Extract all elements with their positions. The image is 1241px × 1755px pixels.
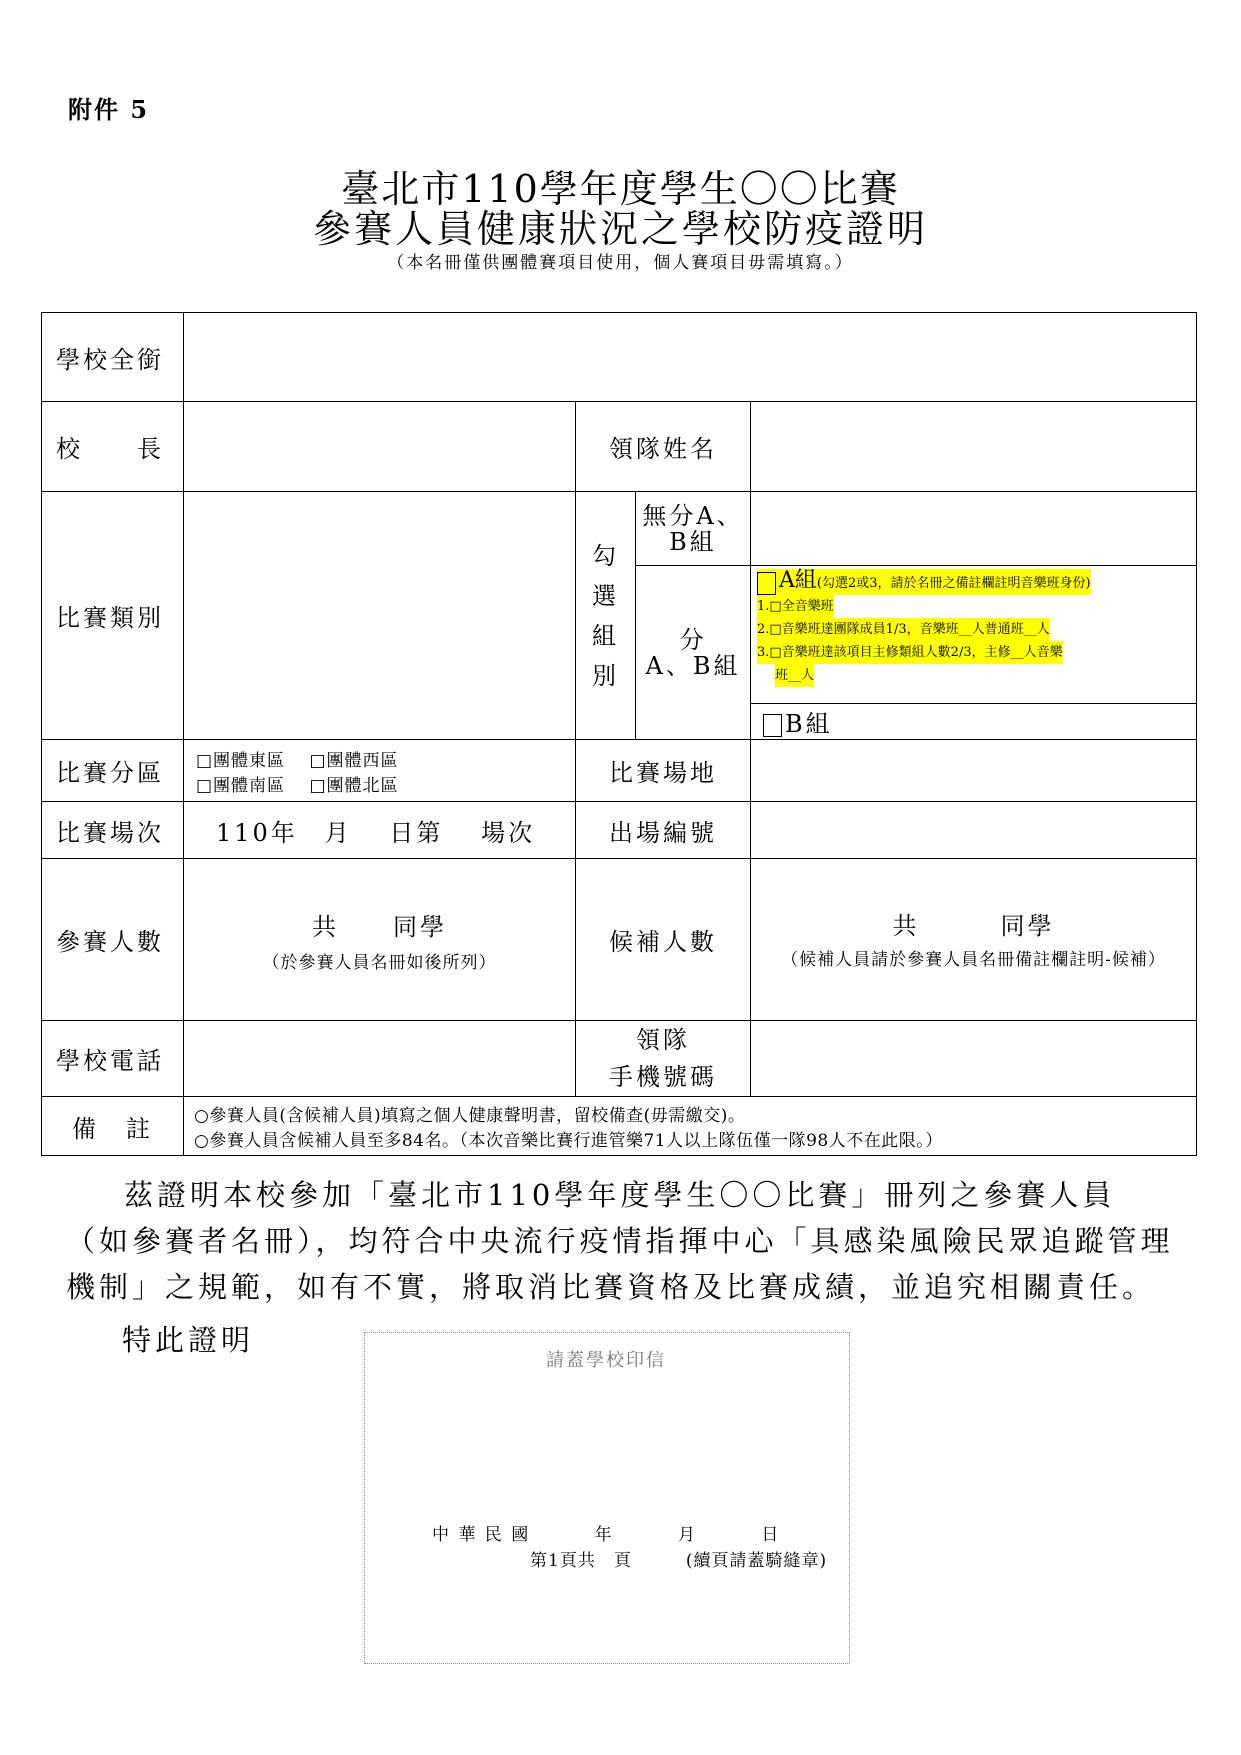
a-group-item-1[interactable]: 1.□全音樂班 [757,595,834,618]
b-group-label: B組 [785,710,833,738]
remarks-cell [184,1097,1197,1156]
group-select-char: 別 [592,661,619,690]
no-split-field[interactable] [751,492,1197,566]
date-line: 中 華 民 國 年 月 日 [432,1525,781,1545]
venue-field[interactable] [751,740,1197,802]
group-select-char: 勾 [592,541,619,570]
principal-label: 校 長 [42,402,184,492]
page-line: 第1頁共 頁 (續頁請蓋騎縫章) [530,1551,828,1571]
entry-no-label: 出場編號 [576,802,751,859]
participants-label: 參賽人數 [42,859,184,1021]
a-group-item-2[interactable]: 2.□音樂班達團隊成員1/3，音樂班__人普通班__人 [757,618,1050,641]
zone-options [184,740,576,802]
statement-paragraph: 茲證明本校參加「臺北市110學年度學生〇〇比賽」冊列之參賽人員（如參賽者名冊），均符合中央流行疫情指揮中心「具感染風險民眾追蹤管理機制」之規範，如有不實，將取消比賽資格及比賽成績，並追究相關責任。 [66,1178,1174,1304]
leader-phone-field[interactable] [751,1021,1197,1097]
zone-options-row-1[interactable]: □團體東區 □團體西區 [196,750,399,771]
leader-phone-label-line: 領隊 [636,1025,690,1054]
phone-label: 學校電話 [42,1021,184,1097]
a-group-item-3-cont: 班__人 [775,664,814,687]
split-line: A、B組 [645,651,741,680]
zone-label: 比賽分區 [42,740,184,802]
substitutes-value[interactable]: 共 同學 [892,912,1055,940]
title-line-2: 參賽人員健康狀況之學校防疫證明 [312,207,928,251]
session-value[interactable]: 110年 月 日第 場次 [184,802,576,859]
attachment-label: 附件 5 [68,95,150,124]
a-group-checkbox[interactable] [757,572,776,595]
participants-note: （於參賽人員名冊如後所列） [262,952,497,973]
group-select-char: 組 [592,621,619,650]
remarks-line-2: ○參賽人員含候補人員至多84名。（本次音樂比賽行進管樂71人以上隊伍僅一隊98人不在此限。） [194,1131,943,1151]
zone-options-row-2[interactable]: □團體南區 □團體北區 [196,775,399,796]
split-option [636,566,751,740]
group-select-label [576,492,636,740]
no-split-option [636,492,751,566]
certify-text: 特此證明 [122,1323,255,1357]
substitutes-label: 候補人數 [576,859,751,1021]
participants-cell [184,859,576,1021]
venue-label: 比賽場地 [576,740,751,802]
category-field[interactable] [184,492,576,740]
phone-field[interactable] [184,1021,576,1097]
a-group-note: (勾選2或3，請於名冊之備註欄註明音樂班身份) [816,576,1091,591]
entry-no-field[interactable] [751,802,1197,859]
b-group-cell [751,704,1197,740]
a-group-item-3[interactable]: 3.□音樂班達該項目主修類組人數2/3，主修__人音樂 [757,641,1063,664]
category-label: 比賽類別 [42,492,184,740]
group-select-char: 選 [592,581,619,610]
substitutes-cell [751,859,1197,1021]
b-group-checkbox[interactable] [763,714,782,737]
school-name-label: 學校全銜 [42,313,184,402]
no-split-line: 無分A、 [642,501,744,530]
leader-name-field[interactable] [751,402,1197,492]
stamp-label: 請蓋學校印信 [546,1350,666,1371]
remarks-line-1: ○參賽人員(含候補人員)填寫之個人健康聲明書，留校備查(毋需繳交)。 [194,1106,746,1126]
health-certificate-form [41,312,1197,1156]
substitutes-note: （候補人員請於參賽人員名冊備註欄註明-候補） [781,950,1166,970]
session-label: 比賽場次 [42,802,184,859]
leader-name-label: 領隊姓名 [576,402,751,492]
stamp-box[interactable] [364,1332,850,1664]
usage-note: （本名冊僅供團體賽項目使用，個人賽項目毋需填寫。） [387,253,854,273]
title-line-1: 臺北市110學年度學生〇〇比賽 [341,167,900,211]
split-line: 分 [679,625,707,654]
participants-value[interactable]: 共 同學 [312,912,447,941]
leader-phone-label [576,1021,751,1097]
a-group-title: A組 [779,568,817,593]
a-group-cell [751,566,1197,704]
school-name-field[interactable] [184,313,1197,402]
no-split-line: B組 [669,527,717,556]
leader-phone-label-line: 手機號碼 [609,1062,717,1091]
principal-field[interactable] [184,402,576,492]
remarks-label: 備 註 [42,1097,184,1156]
